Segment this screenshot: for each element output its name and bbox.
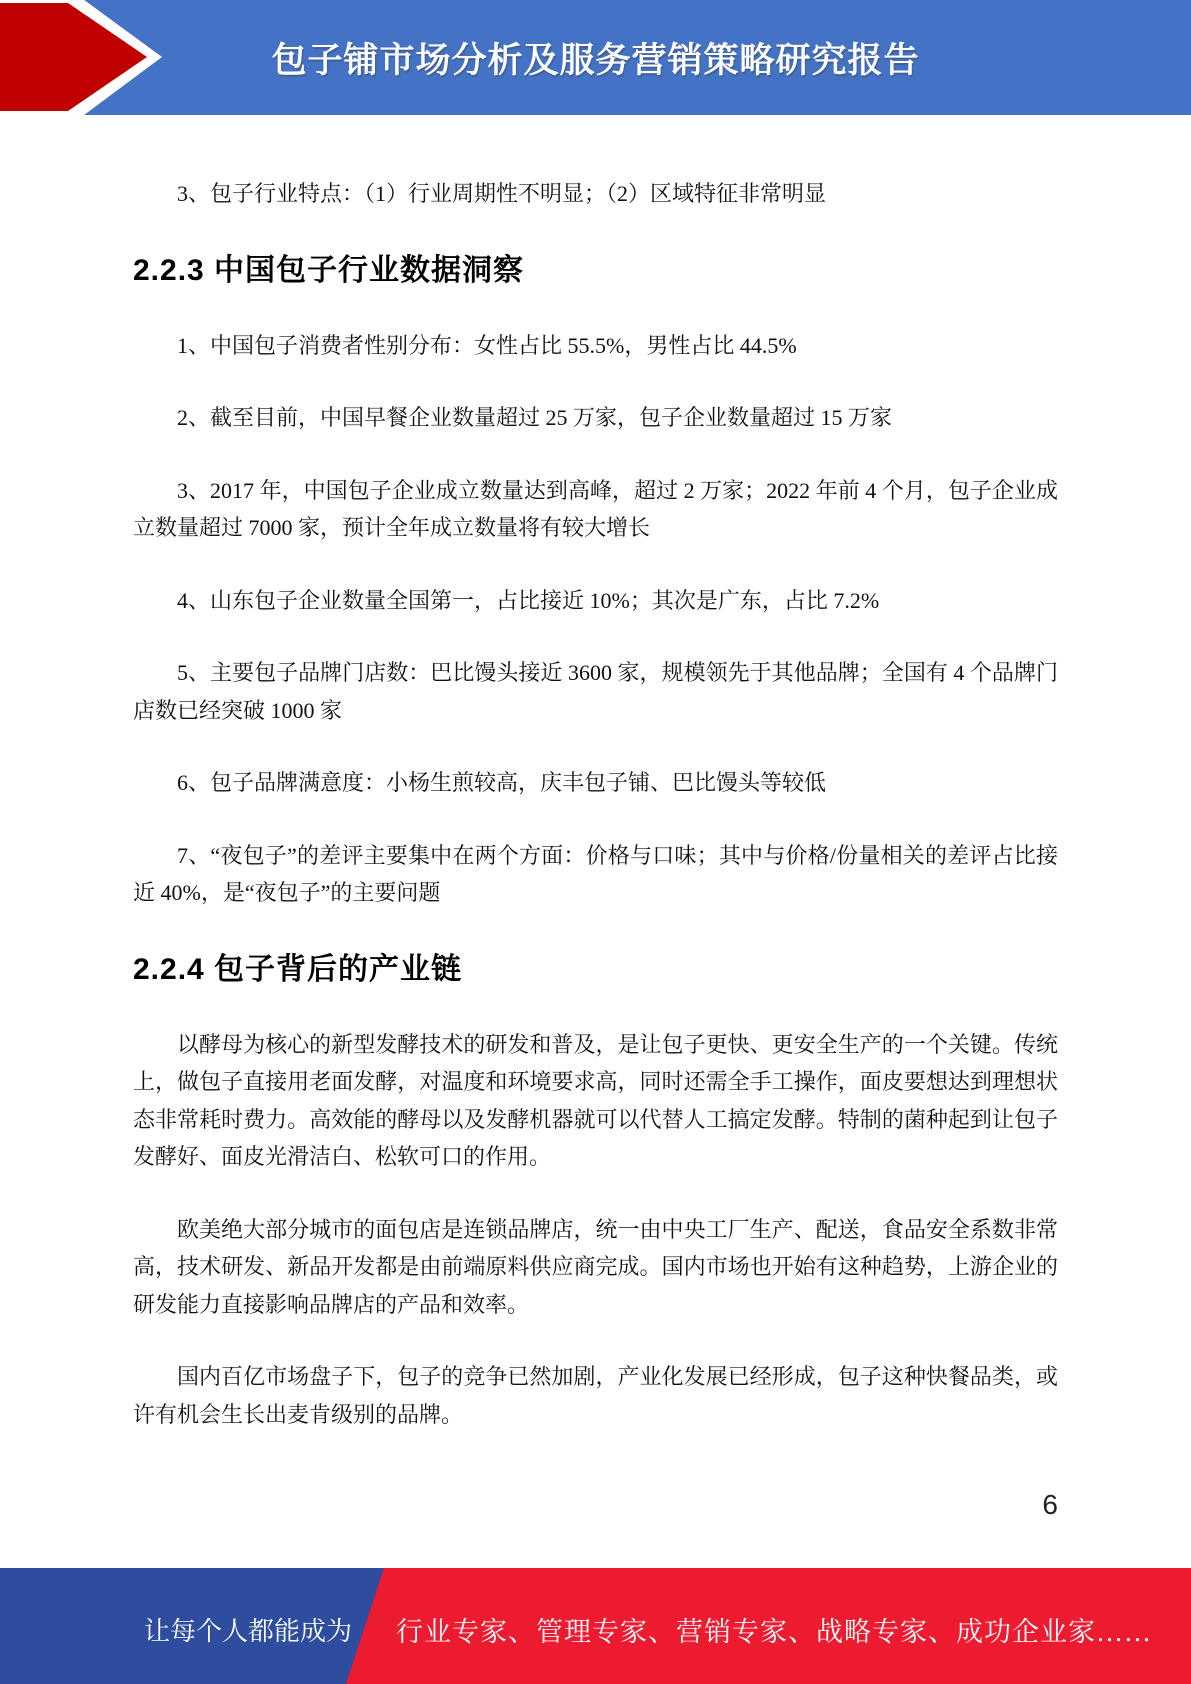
list-item-6: 6、包子品牌满意度：小杨生煎较高，庆丰包子铺、巴比馒头等较低 (177, 770, 827, 795)
list-item-4: 4、山东包子企业数量全国第一，占比接近 10%；其次是广东，占比 7.2% (177, 587, 880, 613)
page-footer (0, 1568, 1191, 1684)
page-number: 6 (1042, 1489, 1058, 1520)
paragraph-yeast-tech: 以酵母为核心的新型发酵技术的研发和普及，是让包子更快、更安全生产的一个关键。传统上，做包子直接用老面发酵，对温度和环境要求高，同时还需全手工操作，面皮要想达到理想状态非常耗时费力。高效能的酵母以及发酵机器就可以代替人工搞定发酵。特制的菌种起到让包子发酵好、面皮光滑洁白、松软可口的作用。 (133, 1031, 1058, 1169)
footer-slogan-right: 行业专家、管理专家、营销专家、战略专家、成功企业家…… (396, 1616, 1152, 1647)
list-item-3: 3、2017 年，中国包子企业成立数量达到高峰，超过 2 万家；2022 年前 4 个月，包子企业成立数量超过 7000 家，预计全年成立数量将有较大增长 (133, 477, 1058, 540)
list-item-1: 1、中国包子消费者性别分布：女性占比 55.5%，男性占比 44.5% (177, 332, 797, 358)
section-heading-223: 2.2.3 中国包子行业数据洞察 (133, 253, 525, 287)
report-title: 包子铺市场分析及服务营销策略研究报告 (271, 40, 920, 80)
section-heading-224: 2.2.4 包子背后的产业链 (133, 952, 463, 986)
report-header (0, 0, 1191, 115)
paragraph-market-competition: 国内百亿市场盘子下，包子的竞争已然加剧，产业化发展已经形成，包子这种快餐品类，或许有机会生长出麦肯级别的品牌。 (133, 1364, 1058, 1427)
list-item-5: 5、主要包子品牌门店数：巴比馒头接近 3600 家，规模领先于其他品牌；全国有 4 个品牌门店数已经突破 1000 家 (133, 660, 1058, 723)
footer-slogan-left: 让每个人都能成为 (143, 1616, 352, 1646)
paragraph-industry-traits: 3、包子行业特点：（1）行业周期性不明显；（2）区域特征非常明显 (177, 181, 827, 206)
list-item-7: 7、“夜包子”的差评主要集中在两个方面：价格与口味；其中与价格/份量相关的差评占比接近 40%，是“夜包子”的主要问题 (133, 842, 1058, 905)
paragraph-overseas-bakery: 欧美绝大部分城市的面包店是连锁品牌店，统一由中央工厂生产、配送，食品安全系数非常高，技术研发、新品开发都是由前端原料供应商完成。国内市场也开始有这种趋势，上游企业的研发能力直接影响品牌店的产品和效率。 (133, 1216, 1058, 1317)
page-content (0, 115, 1191, 1525)
list-item-2: 2、截至目前，中国早餐企业数量超过 25 万家，包子企业数量超过 15 万家 (177, 405, 893, 430)
